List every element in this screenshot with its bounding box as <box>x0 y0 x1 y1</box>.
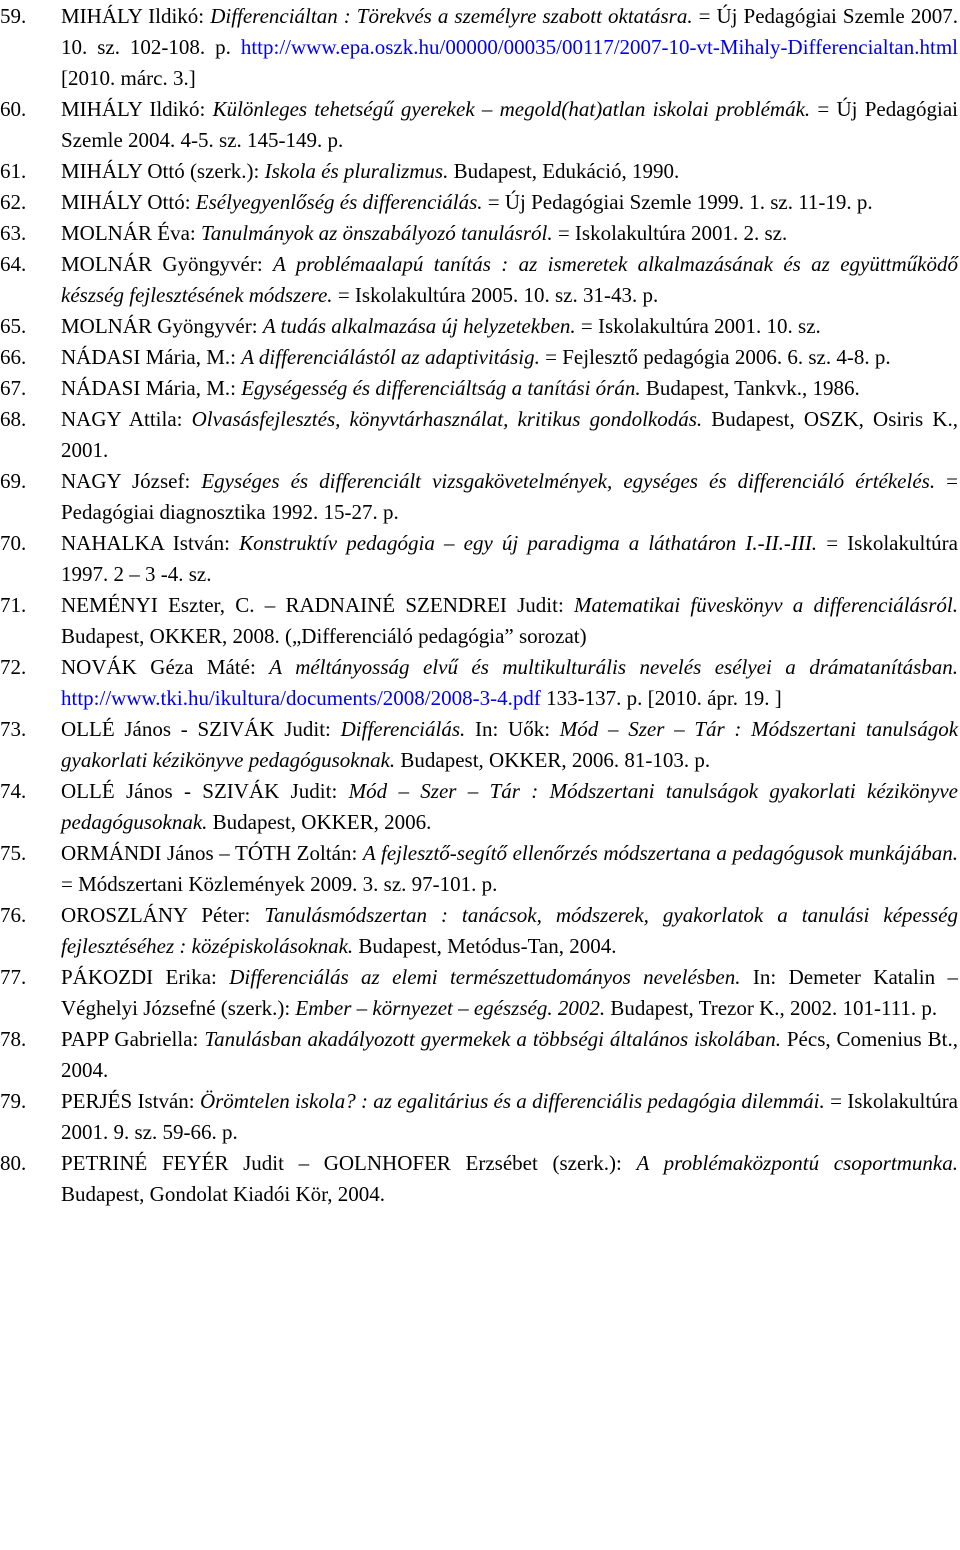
reference-author: PERJÉS István: <box>61 1089 200 1113</box>
reference-details: Budapest, Tankvk., 1986. <box>640 376 860 400</box>
reference-title: Differenciálás az elemi természettudományos nevelésben. <box>229 965 741 989</box>
reference-author: MOLNÁR Gyöngyvér: <box>61 252 274 276</box>
reference-text <box>61 1148 958 1210</box>
reference-text <box>61 900 958 962</box>
reference-item <box>0 714 958 776</box>
reference-number: 76. <box>0 903 27 927</box>
reference-author: PÁKOZDI Erika: <box>61 965 230 989</box>
reference-number: 75. <box>0 841 27 865</box>
reference-details: In: Demeter Katalin – Véghelyi Józsefné (szerk.): <box>61 965 959 1020</box>
reference-author: OROSZLÁNY Péter: <box>61 903 265 927</box>
reference-item <box>0 466 958 528</box>
reference-author: NEMÉNYI Eszter, C. – RADNAINÉ SZENDREI Judit: <box>61 593 575 617</box>
reference-number: 68. <box>0 407 27 431</box>
reference-number: 80. <box>0 1151 27 1175</box>
reference-author: MIHÁLY Ottó: <box>61 190 196 214</box>
reference-number: 78. <box>0 1027 27 1051</box>
reference-details: = Pedagógiai diagnosztika 1992. 15-27. p. <box>61 469 958 524</box>
reference-text <box>61 311 958 342</box>
reference-item <box>0 1024 958 1086</box>
reference-text <box>61 1086 958 1148</box>
reference-author: MIHÁLY Ottó (szerk.): <box>61 159 265 183</box>
reference-details: = Új Pedagógiai Szemle 1999. 1. sz. 11-19. p. <box>482 190 873 214</box>
reference-item <box>0 218 958 249</box>
reference-author: MIHÁLY Ildikó: <box>61 4 211 28</box>
reference-number: 73. <box>0 717 27 741</box>
reference-number: 60. <box>0 97 27 121</box>
reference-text <box>61 187 958 218</box>
reference-author: NAGY József: <box>61 469 202 493</box>
reference-number: 63. <box>0 221 27 245</box>
reference-item <box>0 249 958 311</box>
reference-details: [2010. márc. 3.] <box>61 66 196 90</box>
reference-text <box>61 962 958 1024</box>
reference-title: Konstruktív pedagógia – egy új paradigma a láthatáron I.-II.-III. <box>239 531 818 555</box>
reference-number: 62. <box>0 190 27 214</box>
reference-title: Mód – Szer – Tár : Módszertani tanulságok gyakorlati kézikönyve pedagógusoknak. <box>61 779 958 834</box>
reference-details: = Iskolakultúra 1997. 2 – 3 -4. sz. <box>61 531 958 586</box>
reference-number: 67. <box>0 376 27 400</box>
reference-item <box>0 528 958 590</box>
reference-details: = Módszertani Közlemények 2009. 3. sz. 97-101. p. <box>61 872 498 896</box>
reference-author: OLLÉ János - SZIVÁK Judit: <box>61 717 341 741</box>
reference-title: A differenciálástól az adaptivitásig. <box>241 345 540 369</box>
reference-number: 59. <box>0 4 27 28</box>
reference-title: Differenciáltan : Törekvés a személyre szabott oktatásra. <box>210 4 693 28</box>
reference-number: 77. <box>0 965 27 989</box>
reference-details: = Iskolakultúra 2005. 10. sz. 31-43. p. <box>332 283 659 307</box>
reference-text <box>61 466 958 528</box>
reference-item <box>0 187 958 218</box>
reference-text <box>61 218 958 249</box>
reference-item <box>0 342 958 373</box>
reference-title: A fejlesztő-segítő ellenőrzés módszertana a pedagógusok munkájában. <box>362 841 958 865</box>
reference-text <box>61 373 958 404</box>
reference-title: Differenciálás. <box>340 717 466 741</box>
reference-number: 64. <box>0 252 27 276</box>
reference-details: Budapest, Metódus-Tan, 2004. <box>353 934 617 958</box>
reference-author: OLLÉ János - SZIVÁK Judit: <box>61 779 349 803</box>
reference-number: 61. <box>0 159 27 183</box>
reference-details: Budapest, OKKER, 2006. 81-103. p. <box>395 748 711 772</box>
reference-item <box>0 156 958 187</box>
reference-text <box>61 249 958 311</box>
reference-text <box>61 590 958 652</box>
reference-title: Mód – Szer – Tár : Módszertani tanulságok gyakorlati kézikönyve pedagógusoknak. <box>61 717 959 772</box>
reference-title: Esélyegyenlőség és differenciálás. <box>195 190 483 214</box>
reference-text <box>61 776 958 838</box>
reference-item <box>0 1 958 94</box>
reference-item <box>0 652 958 714</box>
reference-author: ORMÁNDI János – TÓTH Zoltán: <box>61 841 363 865</box>
reference-author: NÁDASI Mária, M.: <box>61 376 242 400</box>
reference-author: PAPP Gabriella: <box>61 1027 205 1051</box>
reference-details: = Új Pedagógiai Szemle 2004. 4-5. sz. 145-149. p. <box>61 97 959 152</box>
reference-title: Egységes és differenciált vizsgakövetelmények, egységes és differenciáló értékelés. <box>201 469 936 493</box>
reference-item <box>0 900 958 962</box>
reference-number: 66. <box>0 345 27 369</box>
reference-author: MIHÁLY Ildikó: <box>61 97 213 121</box>
reference-details: Pécs, Comenius Bt., 2004. <box>61 1027 958 1082</box>
reference-title: Matematikai füveskönyv a differenciálásról. <box>574 593 958 617</box>
reference-title: Olvasásfejlesztés, könyvtárhasználat, kritikus gondolkodás. <box>191 407 703 431</box>
reference-title: A tudás alkalmazása új helyzetekben. <box>262 314 576 338</box>
reference-text <box>61 404 958 466</box>
reference-author: NÁDASI Mária, M.: <box>61 345 242 369</box>
reference-title: A problémaközpontú csoportmunka. <box>636 1151 959 1175</box>
reference-title: A problémaalapú tanítás : az ismeretek alkalmazásának és az együttműködő készség fejlesztésének módszere. <box>61 252 958 307</box>
reference-text <box>61 838 958 900</box>
reference-url-link[interactable]: http://www.tki.hu/ikultura/documents/2008/2008-3-4.pdf <box>61 686 541 710</box>
reference-details: = Iskolakultúra 2001. 10. sz. <box>575 314 821 338</box>
reference-details: Budapest, Gondolat Kiadói Kör, 2004. <box>61 1182 386 1206</box>
reference-title: Tanulásmódszertan : tanácsok, módszerek, gyakorlatok a tanulási képesség fejlesztéséhez : középiskolásoknak. <box>61 903 958 958</box>
reference-item <box>0 1148 958 1210</box>
reference-text <box>61 1 958 94</box>
reference-number: 65. <box>0 314 27 338</box>
reference-details: = Új Pedagógiai Szemle 2007. 10. sz. 102-108. p. <box>61 4 959 59</box>
reference-number: 79. <box>0 1089 27 1113</box>
reference-item <box>0 94 958 156</box>
reference-details: Budapest, OSZK, Osiris K., 2001. <box>61 407 958 462</box>
reference-text <box>61 714 958 776</box>
reference-title: A méltányosság elvű és multikulturális nevelés esélyei a drámatanításban. <box>269 655 958 679</box>
reference-title: Különleges tehetségű gyerekek – megold(hat)atlan iskolai problémák. <box>212 97 811 121</box>
reference-item <box>0 776 958 838</box>
reference-number: 74. <box>0 779 27 803</box>
reference-text <box>61 528 958 590</box>
reference-details: = Iskolakultúra 2001. 9. sz. 59-66. p. <box>61 1089 959 1144</box>
reference-item <box>0 590 958 652</box>
reference-details: Budapest, Trezor K., 2002. 101-111. p. <box>605 996 938 1020</box>
reference-item <box>0 838 958 900</box>
reference-details: In: Uők: <box>465 717 560 741</box>
reference-item <box>0 962 958 1024</box>
reference-item <box>0 373 958 404</box>
reference-details: = Iskolakultúra 2001. 2. sz. <box>552 221 788 245</box>
reference-text <box>61 1024 958 1086</box>
reference-number: 72. <box>0 655 27 679</box>
reference-url-link[interactable]: http://www.epa.oszk.hu/00000/00035/00117/2007-10-vt-Mihaly-Differencialtan.html <box>240 35 958 59</box>
reference-author: NAHALKA István: <box>61 531 240 555</box>
reference-title: Egységesség és differenciáltság a tanítási órán. <box>241 376 641 400</box>
reference-number: 69. <box>0 469 27 493</box>
reference-text <box>61 94 958 156</box>
reference-author: NAGY Attila: <box>61 407 192 431</box>
reference-author: NOVÁK Géza Máté: <box>61 655 270 679</box>
reference-text <box>61 342 958 373</box>
reference-title: Iskola és pluralizmus. <box>264 159 449 183</box>
reference-details: Budapest, Edukáció, 1990. <box>448 159 680 183</box>
reference-number: 71. <box>0 593 27 617</box>
reference-title: Tanulmányok az önszabályozó tanulásról. <box>201 221 553 245</box>
reference-author: MOLNÁR Éva: <box>61 221 201 245</box>
reference-item <box>0 311 958 342</box>
reference-details: = Fejlesztő pedagógia 2006. 6. sz. 4-8. p. <box>539 345 891 369</box>
reference-details: Budapest, OKKER, 2006. <box>207 810 432 834</box>
reference-title: Örömtelen iskola? : az egalitárius és a differenciális pedagógia dilemmái. <box>199 1089 825 1113</box>
reference-item <box>0 404 958 466</box>
reference-details: 133-137. p. [2010. ápr. 19. ] <box>540 686 782 710</box>
reference-author: PETRINÉ FEYÉR Judit – GOLNHOFER Erzsébet (szerk.): <box>61 1151 637 1175</box>
reference-author: MOLNÁR Gyöngyvér: <box>61 314 263 338</box>
reference-title: Ember – környezet – egészség. 2002. <box>295 996 606 1020</box>
reference-list <box>0 1 958 1210</box>
reference-text <box>61 156 958 187</box>
reference-number: 70. <box>0 531 27 555</box>
reference-details: Budapest, OKKER, 2008. („Differenciáló pedagógia” sorozat) <box>61 624 587 648</box>
reference-item <box>0 1086 958 1148</box>
reference-text <box>61 652 958 714</box>
reference-title: Tanulásban akadályozott gyermekek a többségi általános iskolában. <box>204 1027 781 1051</box>
